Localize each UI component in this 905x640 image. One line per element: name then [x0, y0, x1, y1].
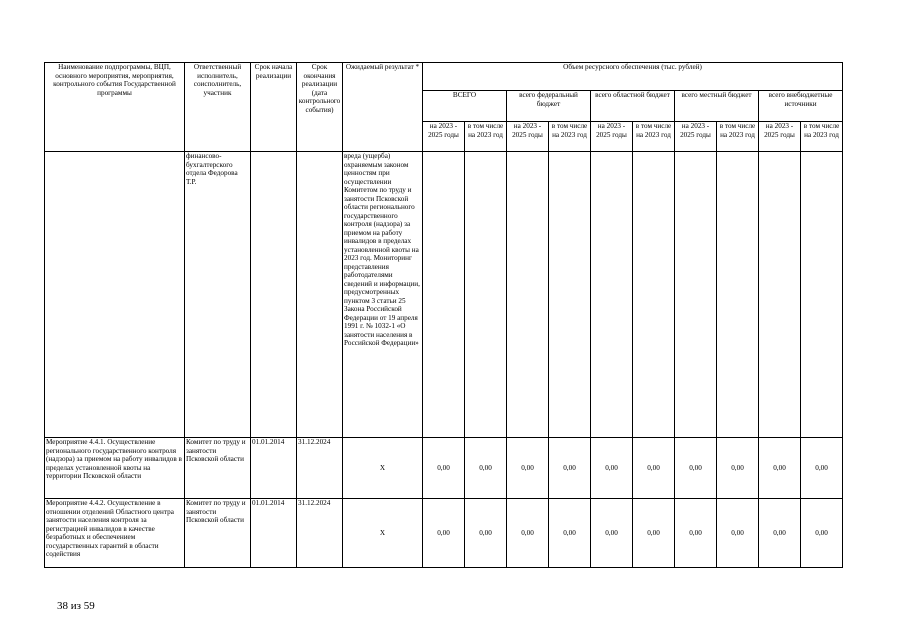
row-value: 0,00: [465, 499, 507, 568]
sub-period: на 2023 - 2025 годы: [507, 122, 549, 152]
row-value: [465, 152, 507, 438]
sub-year: в том числе на 2023 год: [549, 122, 591, 152]
row-value: 0,00: [675, 499, 717, 568]
row-value: 0,00: [423, 438, 465, 499]
header-funding: Объем ресурсного обеспечения (тыс. рублей): [423, 63, 843, 91]
row-value: 0,00: [717, 438, 759, 499]
row-value: [507, 152, 549, 438]
row-value: [549, 152, 591, 438]
header-responsible: Ответственный исполнитель, соисполнитель, участник: [185, 63, 251, 152]
row-value: 0,00: [423, 499, 465, 568]
row-end: 31.12.2024: [297, 438, 343, 499]
page-number: 38 из 59: [57, 600, 95, 612]
row-value: [759, 152, 801, 438]
sub-year: в том числе на 2023 год: [801, 122, 843, 152]
header-start: Срок начала реализации: [251, 63, 297, 152]
table-row: [45, 152, 843, 438]
row-value: [717, 152, 759, 438]
row-value: 0,00: [759, 499, 801, 568]
row-value: 0,00: [591, 499, 633, 568]
row-responsible: финансово-бухгалтерского отдела Федорова Т.Р.: [185, 152, 251, 438]
row-value: 0,00: [759, 438, 801, 499]
row-value: 0,00: [633, 438, 675, 499]
row-value: 0,00: [675, 438, 717, 499]
table-row: [45, 438, 843, 499]
row-value: 0,00: [549, 438, 591, 499]
header-name: Наименование подпрограммы, ВЦП, основного мероприятия, мероприятия, контрольного события Государственной программы: [45, 63, 185, 152]
row-value: 0,00: [549, 499, 591, 568]
row-value: 0,00: [717, 499, 759, 568]
row-value: 0,00: [801, 499, 843, 568]
table-row: [45, 499, 843, 568]
row-result: вреда (ущерба) охраняемым законом ценностям при осуществлении Комитетом по труду и занятости Псковской области регионального государственного контроля (надзора) за приемом на работу инвалидов в пределах установленной квоты на 2023 год. Мониторинг представления работодателями сведений и информации, предусмотренных пунктом 3 статьи 25 Закона Российской Федерации от 19 апреля 1991 г. № 1032-1 «О занятости населения в Российской Федерации»: [343, 152, 423, 438]
sub-period: на 2023 - 2025 годы: [591, 122, 633, 152]
group-regional: всего областной бюджет: [591, 91, 675, 122]
group-federal: всего федеральный бюджет: [507, 91, 591, 122]
row-end: [297, 152, 343, 438]
sub-period: на 2023 - 2025 годы: [675, 122, 717, 152]
row-value: [633, 152, 675, 438]
sub-period: на 2023 - 2025 годы: [759, 122, 801, 152]
row-end: 31.12.2024: [297, 499, 343, 568]
row-value: [675, 152, 717, 438]
row-value: [801, 152, 843, 438]
group-extrabudget: всего внебюджетные источники: [759, 91, 843, 122]
row-result: X: [343, 499, 423, 568]
header-result: Ожидаемый результат *: [343, 63, 423, 152]
row-name: Мероприятие 4.4.1. Осуществление регионального государственного контроля (надзора) за приемом на работу инвалидов в пределах установленной квоты на территории Псковской области: [45, 438, 185, 499]
row-value: [423, 152, 465, 438]
row-value: 0,00: [507, 438, 549, 499]
sub-year: в том числе на 2023 год: [717, 122, 759, 152]
group-local: всего местный бюджет: [675, 91, 759, 122]
sub-year: в том числе на 2023 год: [633, 122, 675, 152]
row-value: 0,00: [465, 438, 507, 499]
row-name: [45, 152, 185, 438]
row-responsible: Комитет по труду и занятости Псковской области: [185, 438, 251, 499]
sub-year: в том числе на 2023 год: [465, 122, 507, 152]
row-value: 0,00: [507, 499, 549, 568]
row-start: 01.01.2014: [251, 438, 297, 499]
row-start: [251, 152, 297, 438]
row-value: [591, 152, 633, 438]
plan-table: [44, 62, 843, 568]
row-value: 0,00: [591, 438, 633, 499]
row-name: Мероприятие 4.4.2. Осуществление в отношении отделений Областного центра занятости населения контроля за регистрацией инвалидов в качестве безработных и обеспечением государственных гарантий в области содействия: [45, 499, 185, 568]
row-value: 0,00: [633, 499, 675, 568]
row-start: 01.01.2014: [251, 499, 297, 568]
row-responsible: Комитет по труду и занятости Псковской области: [185, 499, 251, 568]
group-total: ВСЕГО: [423, 91, 507, 122]
sub-period: на 2023 - 2025 годы: [423, 122, 465, 152]
header-end: Срок окончания реализации (дата контрольного события): [297, 63, 343, 152]
row-result: X: [343, 438, 423, 499]
row-value: 0,00: [801, 438, 843, 499]
